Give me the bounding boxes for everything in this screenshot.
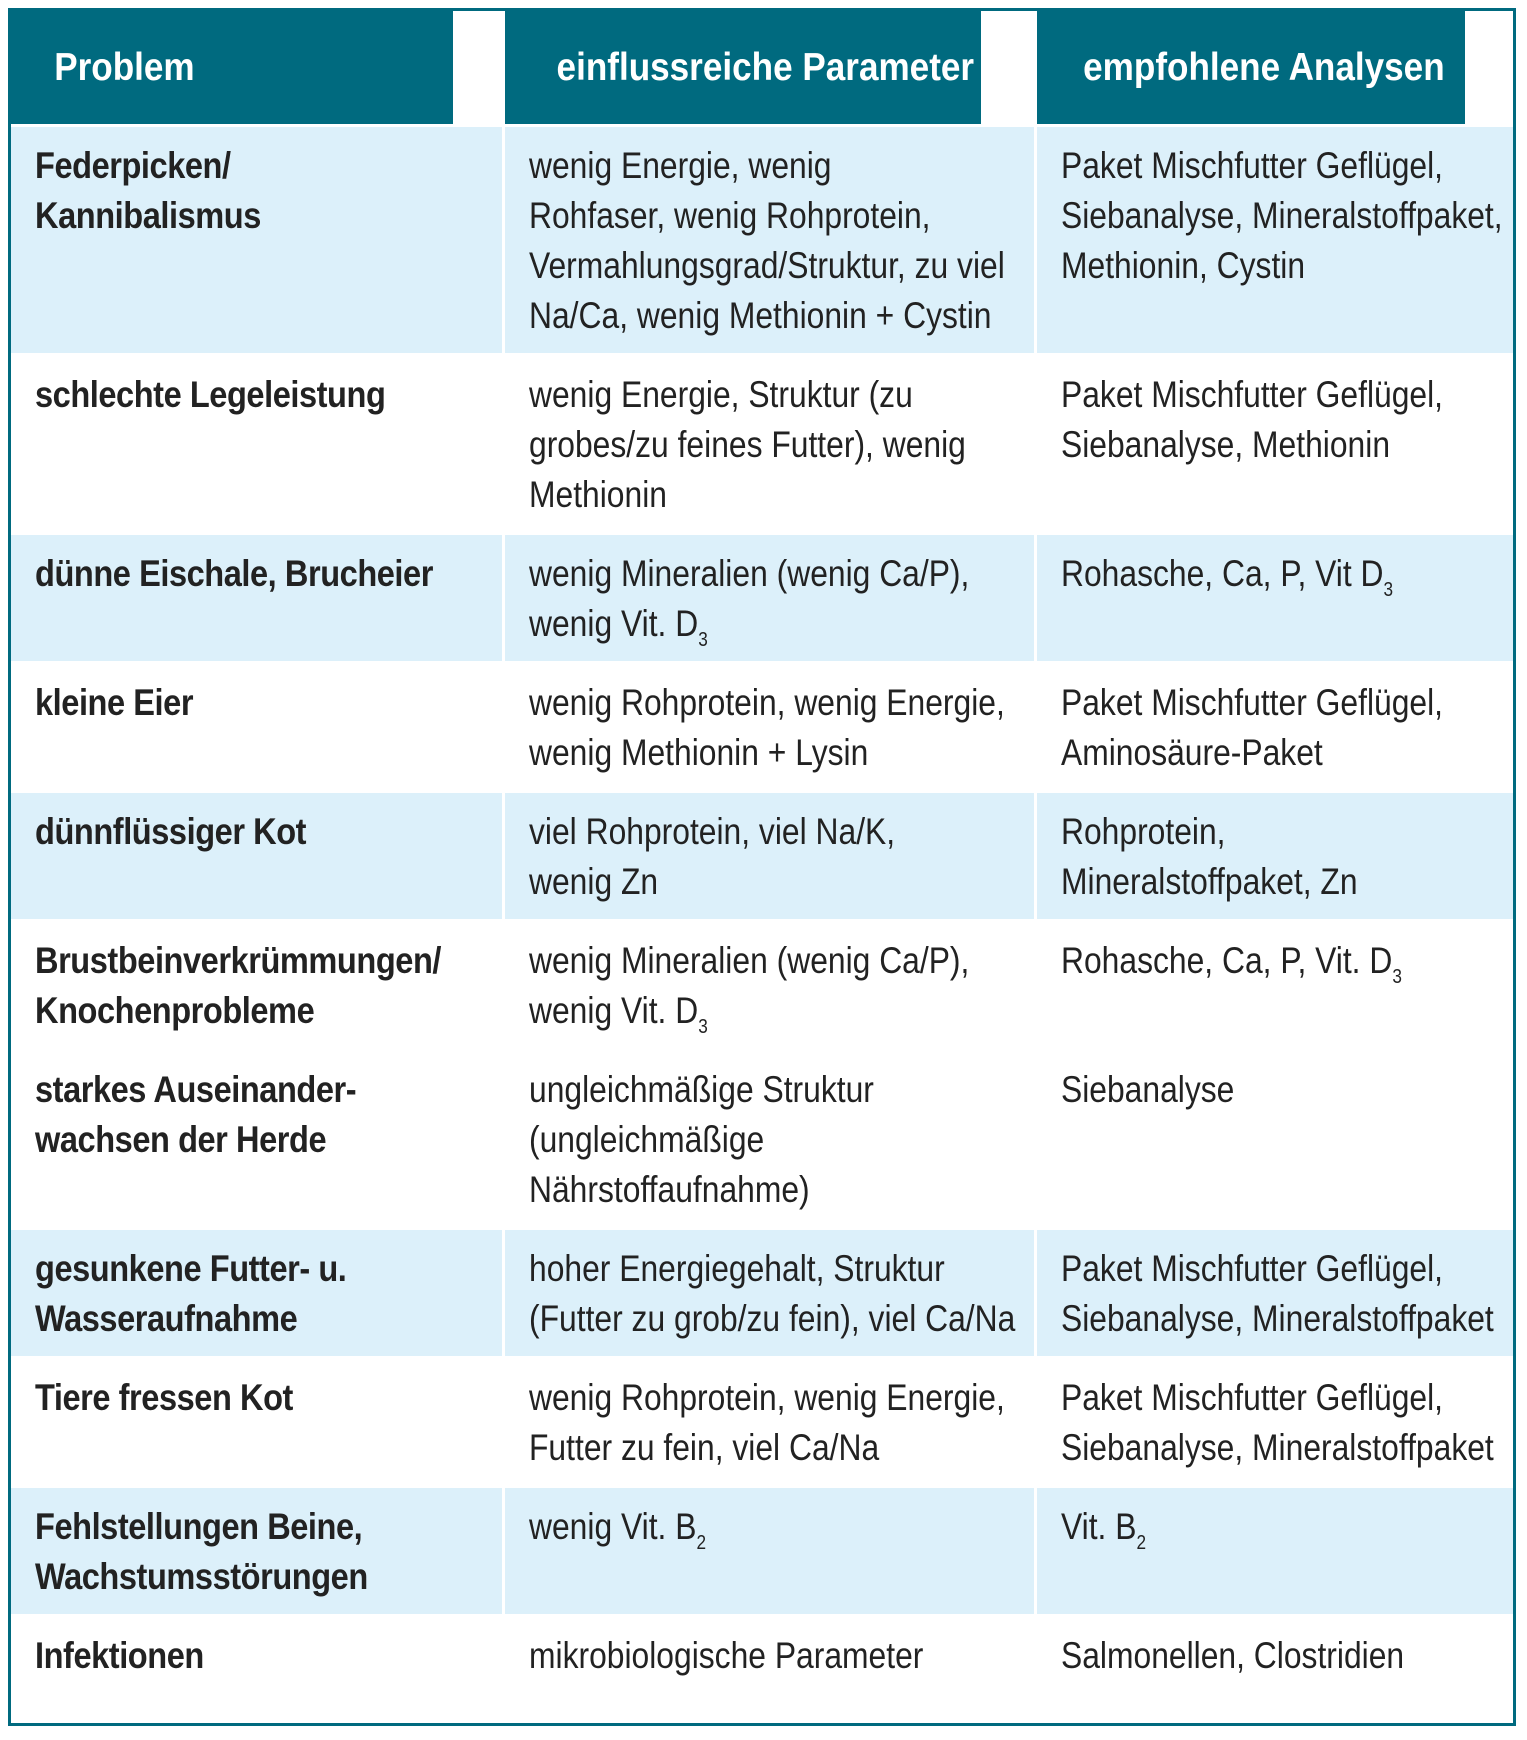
cell-analysen: [1035, 1487, 1513, 1616]
cell-analysen-line: Paket Mischfutter Geflügel,: [1060, 1377, 1443, 1418]
header-analysen: empfohlene Analysen: [1035, 11, 1465, 126]
cell-parameter-line: wenig Mineralien (wenig Ca/P),: [528, 940, 969, 981]
cell-parameter-line: ungleichmäßige Struktur: [528, 1069, 874, 1110]
cell-parameter-line: wenig Methionin + Lysin: [528, 732, 868, 773]
cell-problem-line: Tiere fressen Kot: [35, 1377, 293, 1418]
table-row: [11, 1229, 1513, 1358]
cell-parameter-line: wenig Vit. D: [528, 603, 698, 644]
cell-problem: [11, 534, 503, 663]
cell-parameter-line: wenig Energie, Struktur (zu: [528, 374, 913, 415]
table-row: [11, 126, 1513, 355]
cell-parameter: [503, 921, 1035, 1050]
cell-analysen-line: Paket Mischfutter Geflügel,: [1060, 145, 1443, 186]
cell-parameter-line: wenig Mineralien (wenig Ca/P),: [528, 553, 969, 594]
cell-problem: [11, 126, 503, 355]
cell-analysen-line: Rohprotein,: [1060, 811, 1226, 852]
cell-parameter-subscript: 2: [695, 1532, 706, 1554]
table-row: [11, 921, 1513, 1050]
cell-problem-line: Brustbeinverkrümmungen/: [35, 940, 442, 981]
cell-problem-line: Wasseraufnahme: [35, 1298, 298, 1339]
cell-analysen: [1035, 1229, 1513, 1358]
feed-problem-table: [8, 8, 1516, 1726]
cell-analysen-line: Paket Mischfutter Geflügel,: [1060, 1248, 1443, 1289]
cell-analysen: [1035, 355, 1513, 534]
cell-analysen-line: Paket Mischfutter Geflügel,: [1060, 374, 1443, 415]
cell-parameter-line: grobes/zu feines Futter), wenig: [528, 424, 966, 465]
table-row: [11, 1358, 1513, 1487]
cell-analysen: [1035, 126, 1513, 355]
cell-problem-line: kleine Eier: [35, 682, 194, 723]
cell-parameter-line: hoher Energiegehalt, Struktur: [528, 1248, 945, 1289]
cell-analysen: [1035, 663, 1513, 792]
cell-analysen-line: Mineralstoffpaket, Zn: [1060, 861, 1358, 902]
cell-problem-line: dünne Eischale, Brucheier: [35, 553, 433, 594]
cell-problem: [11, 921, 503, 1050]
cell-parameter-line: Vermahlungsgrad/Struktur, zu viel: [528, 245, 1005, 286]
cell-parameter: [503, 1487, 1035, 1616]
cell-analysen-line: Rohasche, Ca, P, Vit D: [1060, 553, 1384, 594]
cell-analysen-line: Siebanalyse, Mineralstoffpaket: [1060, 1427, 1494, 1468]
cell-parameter: [503, 1358, 1035, 1487]
cell-parameter-line: viel Rohprotein, viel Na/K,: [528, 811, 895, 852]
cell-parameter-line: Rohfaser, wenig Rohprotein,: [528, 195, 931, 236]
cell-analysen-line: Rohasche, Ca, P, Vit. D: [1060, 940, 1392, 981]
cell-problem: [11, 1229, 503, 1358]
cell-parameter: [503, 126, 1035, 355]
header-problem: Problem: [11, 11, 454, 126]
cell-parameter: [503, 534, 1035, 663]
cell-analysen-line: Siebanalyse, Mineralstoffpaket,: [1060, 195, 1503, 236]
cell-problem: [11, 1050, 503, 1229]
cell-analysen: [1035, 1358, 1513, 1487]
cell-analysen-line: Paket Mischfutter Geflügel,: [1060, 682, 1443, 723]
cell-analysen: [1035, 921, 1513, 1050]
cell-analysen-line: Siebanalyse, Methionin: [1060, 424, 1390, 465]
cell-analysen: [1035, 1616, 1513, 1694]
cell-problem: [11, 1616, 503, 1694]
table-header: [11, 11, 1513, 126]
table-row: [11, 534, 1513, 663]
cell-analysen-subscript: 2: [1135, 1532, 1146, 1554]
cell-problem-line: schlechte Legeleistung: [35, 374, 386, 415]
cell-analysen-line: Methionin, Cystin: [1060, 245, 1305, 286]
table-row: [11, 1487, 1513, 1616]
cell-problem-line: Federpicken/: [35, 145, 231, 186]
table: [11, 11, 1513, 1694]
cell-parameter-line: wenig Rohprotein, wenig Energie,: [528, 1377, 1005, 1418]
cell-problem: [11, 1487, 503, 1616]
cell-problem-line: Wachstumsstörungen: [35, 1556, 368, 1597]
cell-parameter-line: Na/Ca, wenig Methionin + Cystin: [528, 295, 992, 336]
cell-parameter-line: wenig Rohprotein, wenig Energie,: [528, 682, 1005, 723]
cell-parameter-line: Methionin: [528, 474, 667, 515]
table-row: [11, 1050, 1513, 1229]
cell-parameter-subscript: 3: [697, 629, 708, 651]
cell-problem-line: gesunkene Futter- u.: [35, 1248, 347, 1289]
cell-analysen-line: Vit. B: [1060, 1506, 1136, 1547]
cell-parameter-line: wenig Zn: [528, 861, 658, 902]
cell-problem: [11, 663, 503, 792]
cell-problem-line: Fehlstellungen Beine,: [35, 1506, 363, 1547]
cell-parameter: [503, 1616, 1035, 1694]
cell-problem-line: wachsen der Herde: [35, 1119, 327, 1160]
cell-parameter-line: (ungleichmäßige: [528, 1119, 764, 1160]
cell-parameter-line: wenig Energie, wenig: [528, 145, 831, 186]
cell-parameter-line: mikrobiologische Parameter: [528, 1635, 923, 1676]
cell-analysen-line: Aminosäure-Paket: [1060, 732, 1323, 773]
cell-analysen-subscript: 3: [1383, 579, 1393, 601]
cell-parameter-line: wenig Vit. B: [528, 1506, 696, 1547]
cell-parameter: [503, 792, 1035, 921]
table-row: [11, 792, 1513, 921]
cell-problem: [11, 792, 503, 921]
cell-problem-line: Knochenprobleme: [35, 990, 315, 1031]
cell-parameter-line: (Futter zu grob/zu fein), viel Ca/Na: [528, 1298, 1015, 1339]
cell-analysen: [1035, 534, 1513, 663]
cell-problem-line: starkes Auseinander-: [35, 1069, 357, 1110]
cell-analysen: [1035, 1050, 1513, 1229]
cell-parameter-subscript: 3: [697, 1016, 708, 1038]
cell-parameter: [503, 1050, 1035, 1229]
cell-analysen-line: Salmonellen, Clostridien: [1060, 1635, 1404, 1676]
table-row: [11, 355, 1513, 534]
table-row: [11, 663, 1513, 792]
cell-analysen: [1035, 792, 1513, 921]
cell-parameter: [503, 355, 1035, 534]
cell-analysen-line: Siebanalyse: [1060, 1069, 1234, 1110]
cell-problem: [11, 1358, 503, 1487]
cell-parameter-line: Nährstoffaufnahme): [528, 1169, 810, 1210]
cell-problem-line: Infektionen: [35, 1635, 204, 1676]
cell-problem-line: Kannibalismus: [35, 195, 261, 236]
header-parameter: einflussreiche Parameter: [503, 11, 982, 126]
cell-parameter: [503, 663, 1035, 792]
table-row: [11, 1616, 1513, 1694]
cell-parameter-line: Futter zu fein, viel Ca/Na: [528, 1427, 879, 1468]
cell-problem-line: dünnflüssiger Kot: [35, 811, 307, 852]
cell-parameter: [503, 1229, 1035, 1358]
cell-parameter-line: wenig Vit. D: [528, 990, 698, 1031]
cell-analysen-line: Siebanalyse, Mineralstoffpaket: [1060, 1298, 1494, 1339]
cell-problem: [11, 355, 503, 534]
cell-analysen-subscript: 3: [1391, 966, 1402, 988]
table-body: [11, 126, 1513, 1694]
